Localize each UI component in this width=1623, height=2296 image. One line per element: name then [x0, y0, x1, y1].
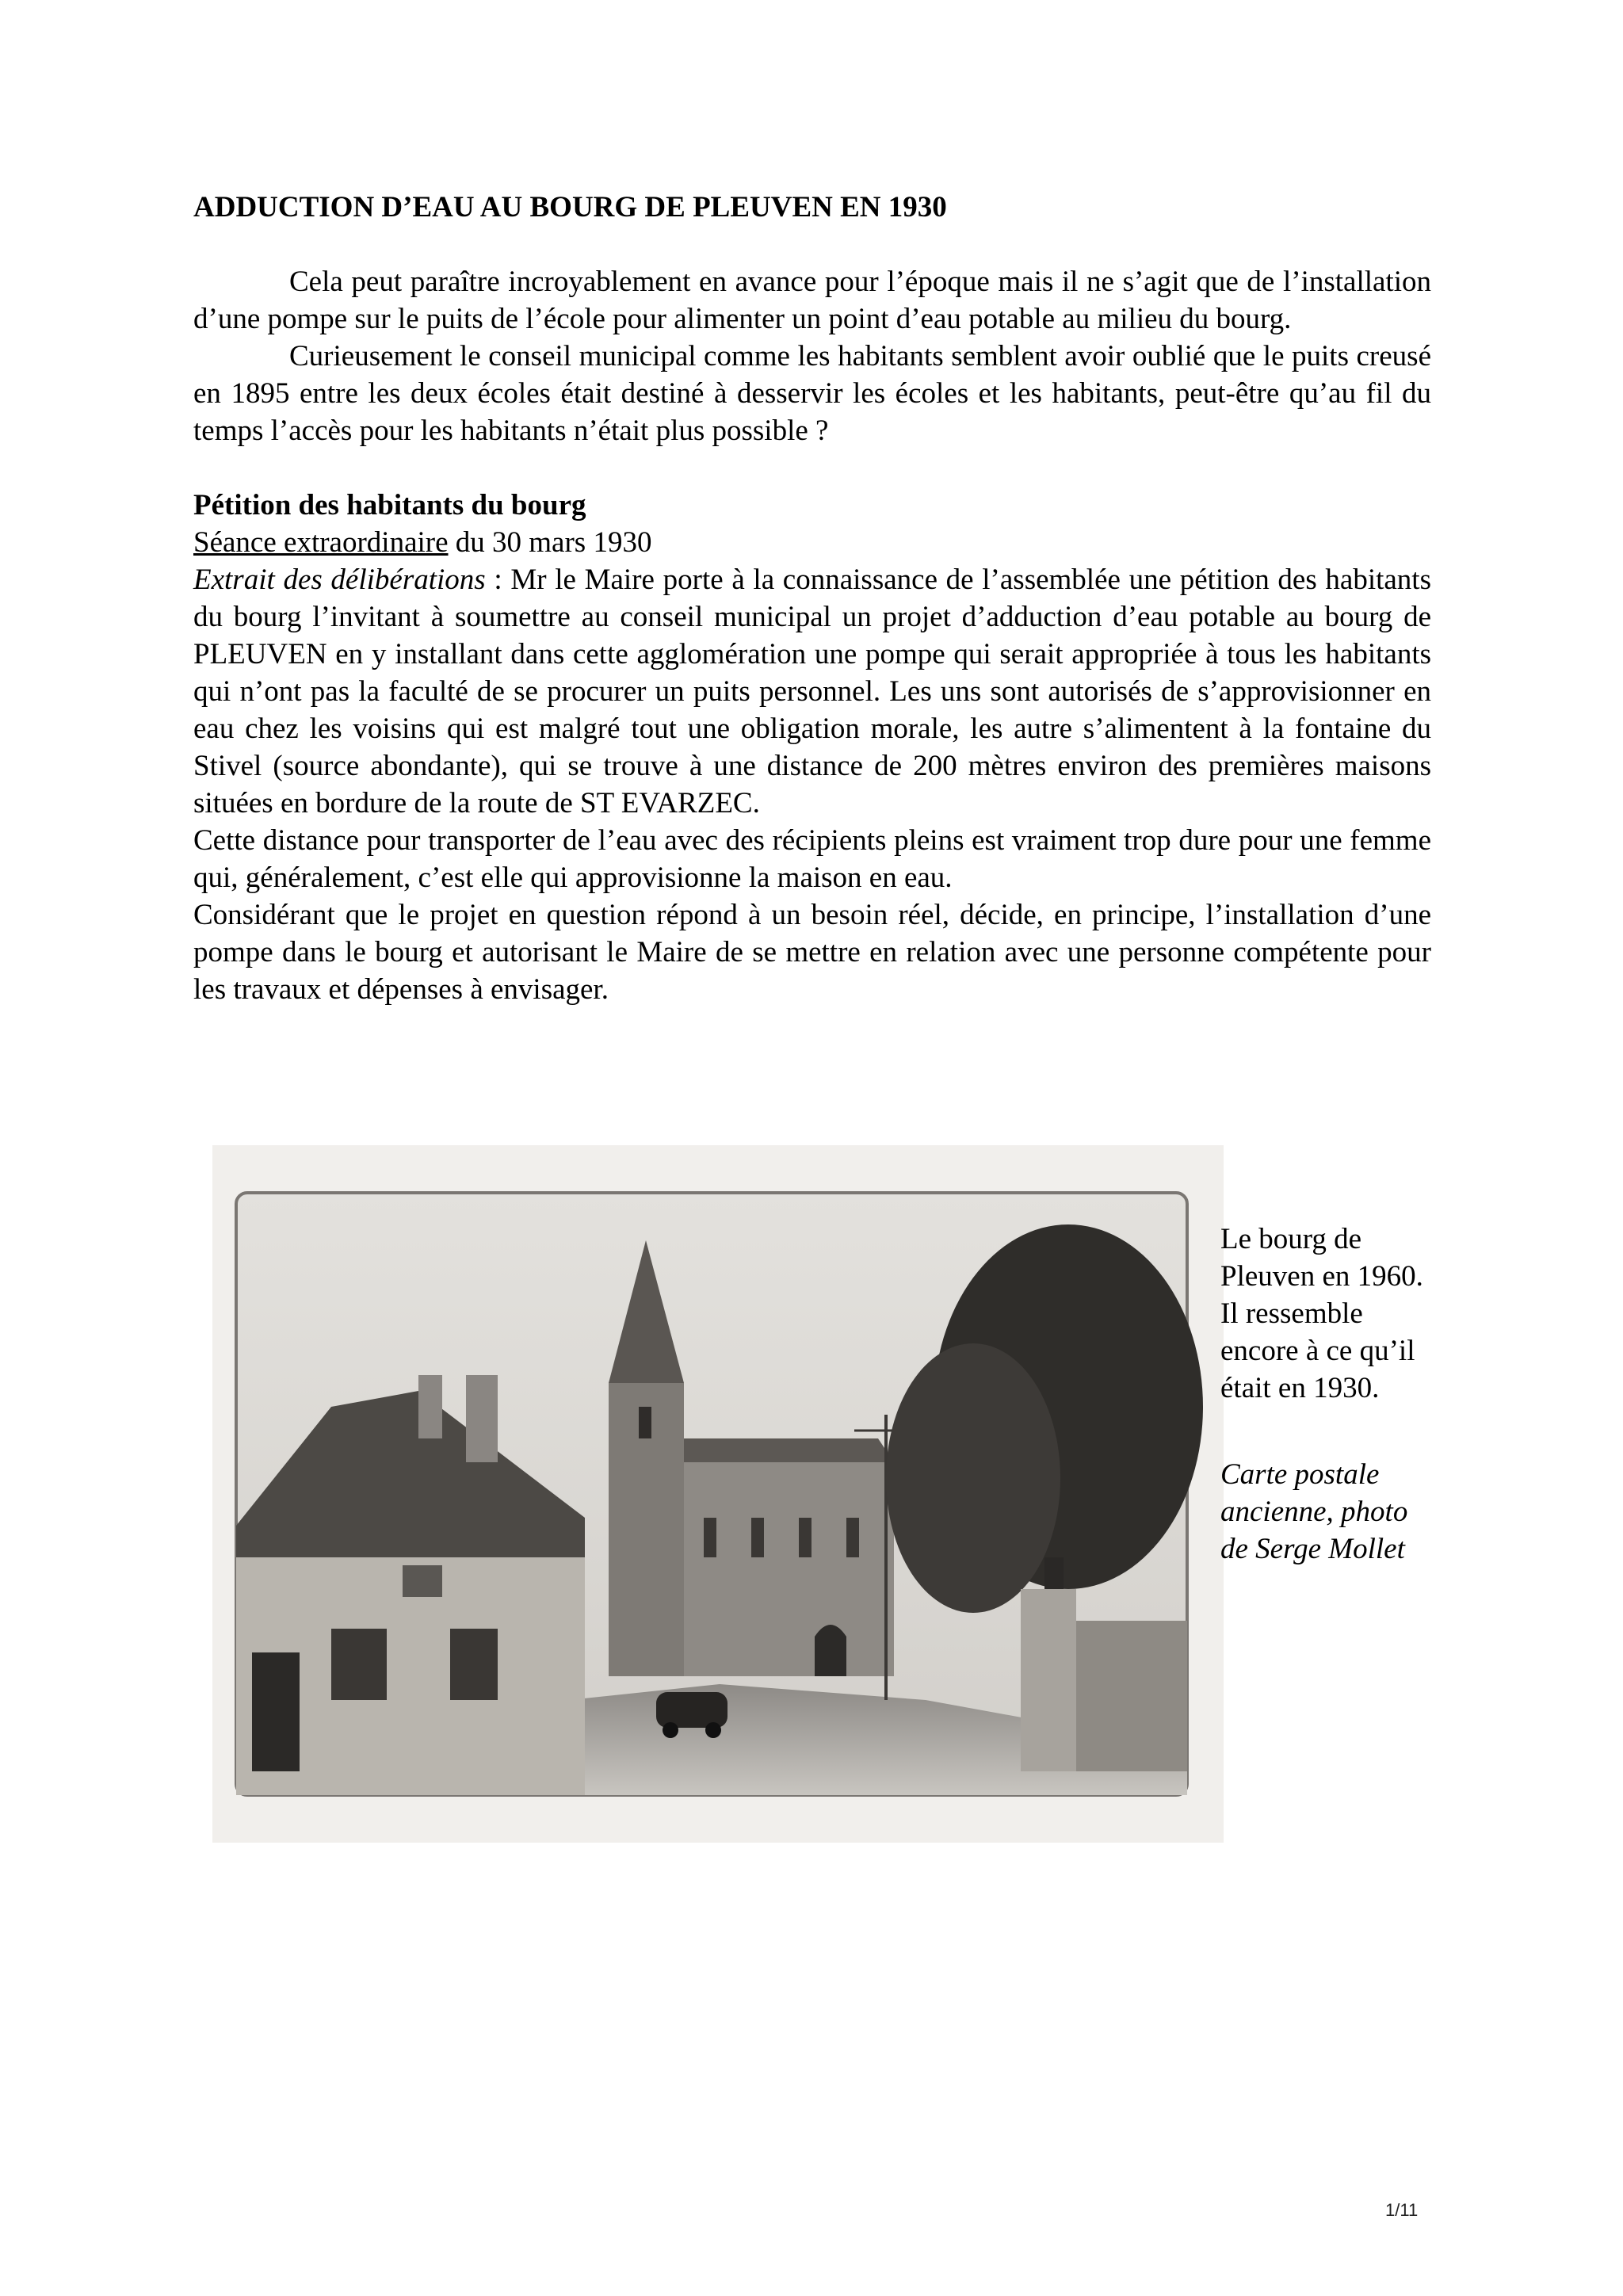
- postcard-photo: [212, 1145, 1224, 1843]
- session-date: du 30 mars 1930: [448, 526, 652, 559]
- session-label: Séance extraordinaire: [193, 526, 449, 559]
- extract-text: : Mr le Maire porte à la connaissance de l’assemblée une pétition des habitants du bourg l’invitant à soumettre au conseil municipal un projet d’adduction d’eau potable au bourg de PLEUVEN en y installant dans cette agglomération une pompe qui serait appropriée à tous les habitants qui n’ont pas la faculté de se procurer un puits personnel. Les uns sont autorisés de s’approvisionner en eau chez les voisins qui est malgré tout une obligation morale, les autre s’alimentent à la fontaine du Stivel (source abondante), qui se trouve à une distance de 200 mètres environ des premières maisons situées en bordure de la route de ST EVARZEC.: [193, 563, 1431, 819]
- session-line: [193, 524, 1431, 561]
- caption-line: Pleuven en 1960.: [1220, 1260, 1423, 1293]
- body-paragraph-1: Cette distance pour transporter de l’eau avec des récipients pleins est vraiment trop dure pour une femme qui, généralement, c’est elle qui approvisionne la maison en eau.: [193, 824, 1431, 894]
- church-nave: [656, 1462, 894, 1676]
- postcard-illustration: [212, 1145, 1224, 1843]
- intro-paragraph-1: Cela peut paraître incroyablement en avance pour l’époque mais il ne s’agit que de l’installation d’une pompe sur le puits de l’école pour alimenter un point d’eau potable au milieu du bourg.: [193, 266, 1431, 335]
- caption-spacer: [1220, 1407, 1474, 1456]
- old-car: [656, 1692, 727, 1728]
- intro-paragraph-2: Curieusement le conseil municipal comme les habitants semblent avoir oublié que le puits creusé en 1895 entre les deux écoles était destiné à desservir les écoles et les habitants, peut-être qu’au fil du temps l’accès pour les habitants n’était plus possible ?: [193, 340, 1431, 447]
- photo-caption: [1220, 1221, 1474, 1568]
- caption-credit-line: ancienne, photo: [1220, 1496, 1408, 1528]
- spacer: [193, 449, 1431, 487]
- document-body: [193, 189, 1431, 1008]
- caption-line: Le bourg de: [1220, 1223, 1362, 1255]
- page-number: 1/11: [1385, 2200, 1419, 2220]
- extract-paragraph: [193, 561, 1431, 822]
- caption-credit-line: de Serge Mollet: [1220, 1533, 1405, 1565]
- caption-line: était en 1930.: [1220, 1372, 1380, 1404]
- caption-line: Il ressemble: [1220, 1297, 1363, 1330]
- gate-pillar: [1021, 1589, 1076, 1771]
- body-paragraph-2: Considérant que le projet en question répond à un besoin réel, décide, en principe, l’installation d’une pompe dans le bourg et autorisant le Maire de se mettre en relation avec une personne compétente pour les travaux et dépenses à envisager.: [193, 899, 1431, 1006]
- extract-label: Extrait des délibérations: [193, 563, 486, 596]
- caption-line: encore à ce qu’il: [1220, 1335, 1415, 1367]
- section-heading: Pétition des habitants du bourg: [193, 489, 586, 521]
- document-title: ADDUCTION D’EAU AU BOURG DE PLEUVEN EN 1930: [193, 191, 947, 223]
- caption-credit-line: Carte postale: [1220, 1458, 1380, 1491]
